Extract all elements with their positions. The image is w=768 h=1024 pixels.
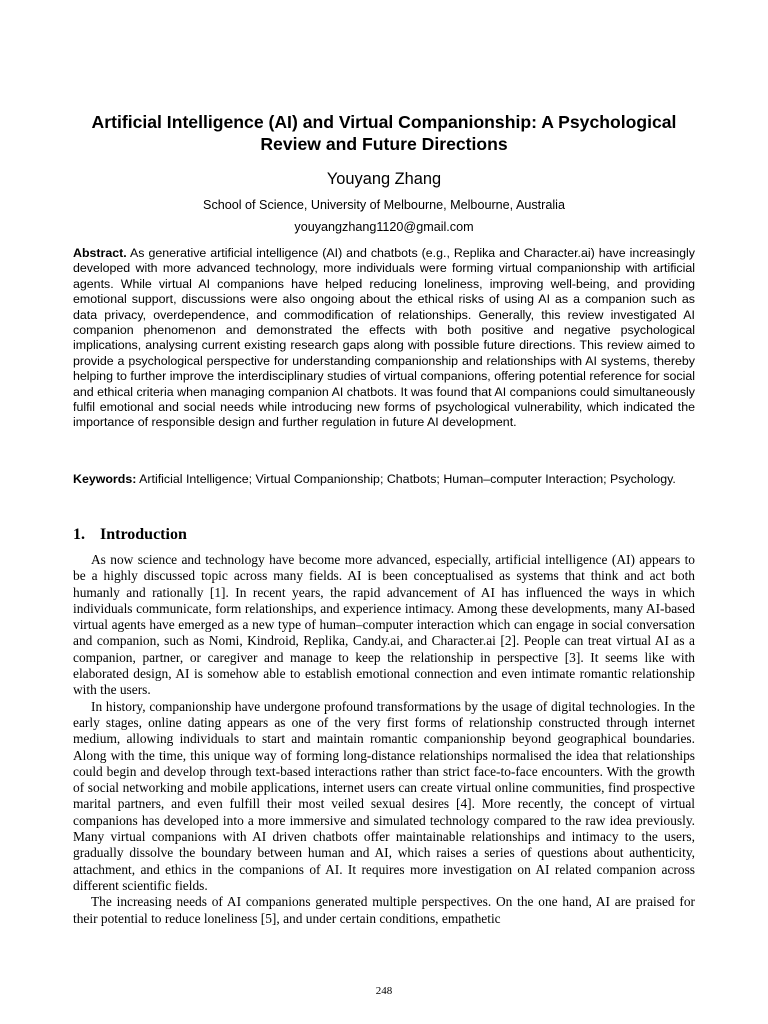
body-paragraph: As now science and technology have become more advanced, especially, artificial intelligence (AI) appears to be a highly discussed topic across many fields. AI is been conceptualised as systems that think and act both humanly and rationally [1]. In recent years, the rapid advancement of AI has influenced the ways in which individuals communicate, form relationships, and experience intimacy. Among these developments, many AI-based virtual agents have emerged as a new type of human–computer interaction which can engage in social conversation and companion, such as Nomi, Kindroid, Replika, Candy.ai, and Character.ai [2]. People can treat virtual AI as a companion, partner, or caregiver and manage to keep the relationship in perspective [3]. It seems like with elaborated design, AI is somehow able to establish emotional connection and even intimate romantic relationship with the users.	[73, 552, 695, 698]
abstract-text: As generative artificial intelligence (AI) and chatbots (e.g., Replika and Character.ai) have increasingly developed with more advanced technology, more individuals were forming virtual companionship with artificial agents. While virtual AI companions have helped reducing loneliness, improving well-being, and providing emotional support, discussions were also ongoing about the ethical risks of using AI as a companion such as data privacy, overdependence, and commodification of relationships. Generally, this review investigated AI companion phenomenon and demonstrated the effects with both positive and negative psychological implications, analysing current existing research gaps along with possible future directions. This review aimed to provide a psychological perspective for understanding companionship and relationships with AI systems, thereby helping to further improve the interdisciplinary studies of virtual companions, offering potential reference for social and ethical criteria when managing companion AI chatbots. It was found that AI companions could simultaneously fulfil emotional and social needs while introducing new forms of psychological vulnerability, which indicated the importance of responsible design and further regulation in future AI development.	[73, 246, 695, 430]
section-body	[73, 552, 695, 927]
author-name: Youyang Zhang	[326, 170, 442, 188]
abstract	[73, 246, 695, 431]
section-heading	[73, 525, 695, 545]
keywords-text: Artificial Intelligence; Virtual Companionship; Chatbots; Human–computer Interaction; Psychology.	[139, 472, 676, 486]
author-affiliation: School of Science, University of Melbourne, Melbourne, Australia	[203, 198, 565, 212]
paper-title: Artificial Intelligence (AI) and Virtual Companionship: A Psychological Review and Future Directions	[91, 112, 677, 154]
section-title: Introduction	[100, 526, 187, 543]
body-paragraph: In history, companionship have undergone profound transformations by the usage of digital technologies. In the early stages, online dating appears as one of the very first forms of relationship constructed through internet medium, allowing individuals to start and maintain romantic companionship beyond geographical boundaries. Along with the time, this unique way of forming long-distance relationships normalised the idea that relationships could begin and develop through text-based interactions rather than strict face-to-face encounters. With the growth of social networking and mobile applications, internet users can create virtual online communities, find prospective marital partners, and even fulfill their most veiled sexual desires [4]. More recently, the concept of virtual companions has developed into a more immersive and simulated technology compared to the raw idea previously. Many virtual companions with AI driven chatbots offer maintainable relationships and intimacy to the users, gradually dissolve the boundary between human and AI, which raises a series of questions about authenticity, attachment, and ethics in the companions of AI. It requires more investigation on AI related companion across different scientific fields.	[73, 698, 695, 893]
page-number: 248	[375, 985, 393, 997]
keywords	[73, 472, 695, 487]
body-paragraph: The increasing needs of AI companions generated multiple perspectives. On the one hand, AI are praised for their potential to reduce loneliness [5], and under certain conditions, empathetic	[73, 894, 695, 926]
author-email: youyangzhang1120@gmail.com	[294, 220, 474, 234]
section-number: 1.	[73, 526, 85, 543]
keywords-label: Keywords:	[73, 472, 137, 486]
abstract-label: Abstract.	[73, 246, 127, 260]
